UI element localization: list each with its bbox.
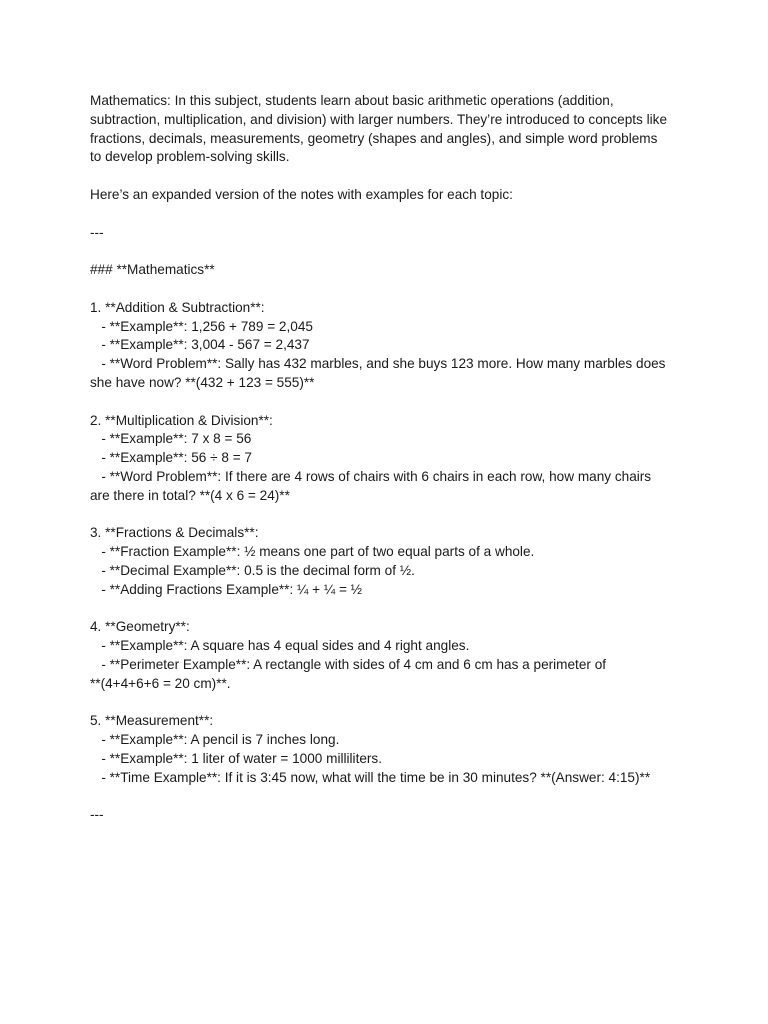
section-line: - **Perimeter Example**: A rectangle with sides of 4 cm and 6 cm has a perimeter of — [90, 656, 607, 672]
section-line: - **Word Problem**: Sally has 432 marbles, and she buys 123 more. How many marbles does — [90, 356, 666, 372]
spacer — [90, 393, 690, 412]
spacer — [90, 280, 690, 299]
section-line: - **Example**: 1,256 + 789 = 2,045 — [90, 318, 313, 334]
section-line: - **Example**: 1 liter of water = 1000 milliliters. — [90, 750, 383, 766]
spacer — [90, 205, 690, 224]
section-line: - **Example**: 7 x 8 = 56 — [90, 431, 252, 447]
intro-line: fractions, decimals, measurements, geometry (shapes and angles), and simple word problems — [90, 130, 658, 146]
section-title: 5. **Measurement**: — [90, 713, 214, 729]
section-title: 4. **Geometry**: — [90, 619, 190, 635]
section-line: - **Fraction Example**: ½ means one part of two equal parts of a whole. — [90, 544, 535, 560]
spacer — [90, 787, 690, 806]
section-measurement — [90, 712, 690, 787]
section-line: - **Example**: A square has 4 equal sides and 4 right angles. — [90, 638, 470, 654]
section-line: - **Example**: 3,004 - 567 = 2,437 — [90, 337, 310, 353]
section-line: - **Example**: 56 ÷ 8 = 7 — [90, 450, 252, 466]
intro-line: Mathematics: In this subject, students learn about basic arithmetic operations (addition, — [90, 93, 614, 108]
section-heading: ### **Mathematics** — [90, 262, 215, 278]
section-geometry — [90, 618, 690, 693]
section-line: - **Time Example**: If it is 3:45 now, what will the time be in 30 minutes? **(Answer: 4:15)** — [90, 769, 651, 785]
section-multiplication-division — [90, 412, 690, 506]
spacer — [90, 694, 690, 713]
document-page — [90, 92, 690, 825]
spacer — [90, 600, 690, 619]
spacer — [90, 167, 690, 186]
intro-paragraph — [90, 92, 690, 167]
spacer — [90, 242, 690, 261]
spacer — [90, 506, 690, 525]
section-title: 3. **Fractions & Decimals**: — [90, 525, 259, 541]
intro-line: to develop problem-solving skills. — [90, 149, 290, 165]
section-line: - **Word Problem**: If there are 4 rows of chairs with 6 chairs in each row, how many chairs — [90, 468, 652, 484]
section-line: - **Example**: A pencil is 7 inches long. — [90, 732, 340, 748]
section-addition-subtraction — [90, 299, 690, 393]
intro-line: subtraction, multiplication, and division) with larger numbers. They’re introduced to concepts like — [90, 111, 668, 127]
section-fractions-decimals — [90, 524, 690, 599]
section-line: are there in total? **(4 x 6 = 24)** — [90, 487, 290, 503]
section-line: she have now? **(432 + 123 = 555)** — [90, 374, 315, 390]
section-line: - **Decimal Example**: 0.5 is the decimal form of ½. — [90, 562, 415, 578]
section-title: 1. **Addition & Subtraction**: — [90, 299, 265, 315]
expanded-note: Here’s an expanded version of the notes with examples for each topic: — [90, 186, 513, 202]
section-line: - **Adding Fractions Example**: ¼ + ¼ = ½ — [90, 581, 363, 597]
section-line: **(4+4+6+6 = 20 cm)**. — [90, 675, 231, 691]
separator-top: --- — [90, 224, 104, 240]
separator-bottom: --- — [90, 807, 104, 823]
section-title: 2. **Multiplication & Division**: — [90, 412, 273, 428]
